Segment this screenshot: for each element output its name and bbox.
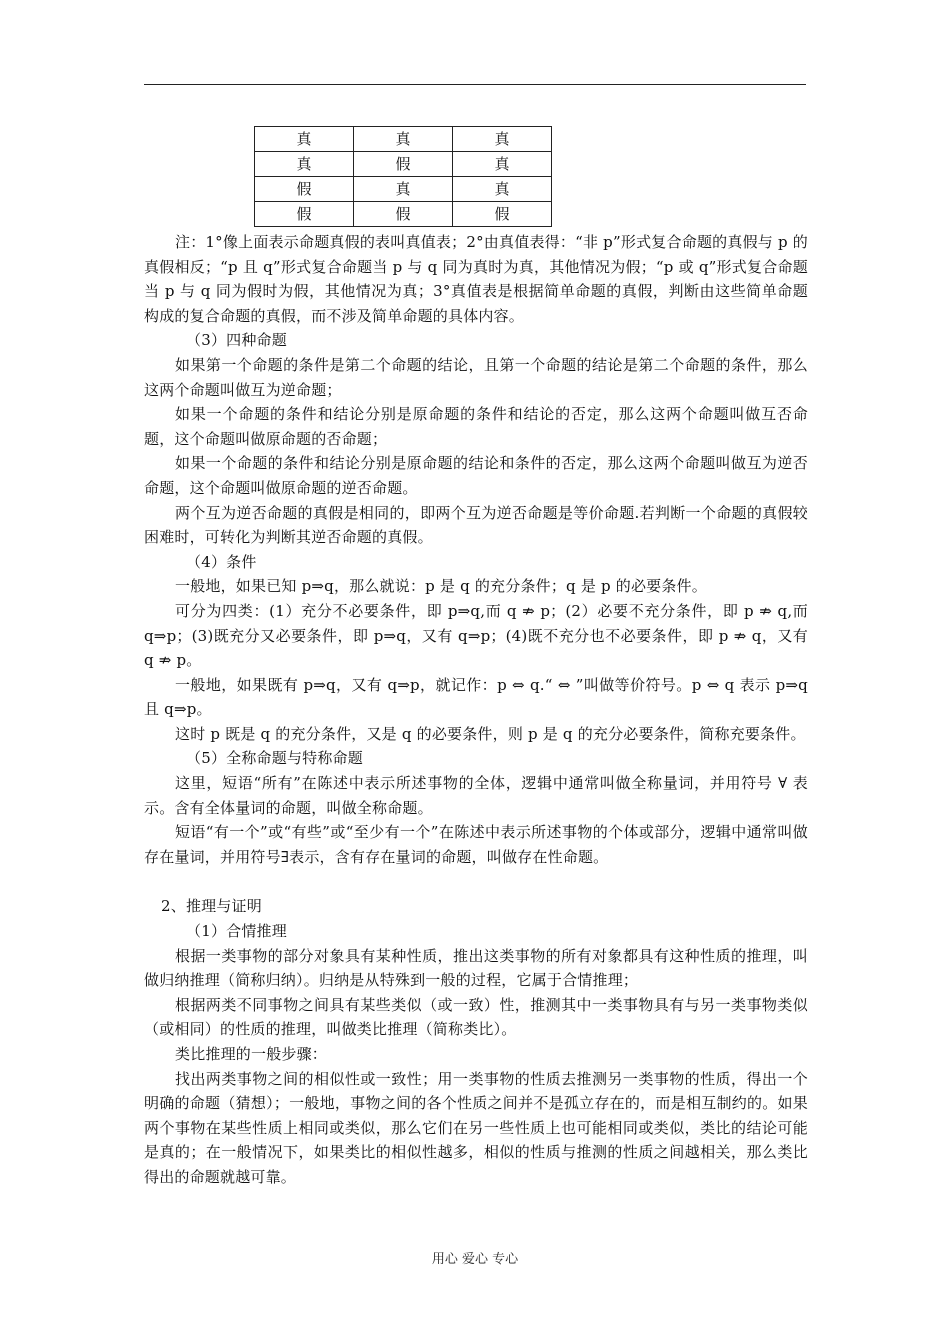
table-cell: 真	[453, 177, 552, 202]
paragraph-equivalence: 两个互为逆否命题的真假是相同的，即两个互为逆否命题是等价命题.若判断一个命题的真假较困难时，可转化为判断其逆否命题的真假。	[144, 503, 808, 547]
heading-conditions: （4）条件	[186, 552, 257, 571]
paragraph-iff: 这时 p 既是 q 的充分条件，又是 q 的必要条件，则 p 是 q 的充分必要条件，简称充要条件。	[175, 724, 806, 743]
paragraph-analogy-steps: 找出两类事物之间的相似性或一致性；用一类事物的性质去推测另一类事物的性质，得出一个明确的命题（猜想）；一般地，事物之间的各个性质之间并不是孤立存在的，而是相互制约的。如果两个事物在某些性质上相同或类似，那么它们在另一些性质上也可能相同或类似，类比的结论可能是真的；在一般情况下，如果类比的相似性越多，相似的性质与推测的性质之间越相关，那么类比得出的命题就越可靠。	[144, 1069, 808, 1186]
table-row	[255, 177, 552, 202]
table-cell: 真	[354, 127, 453, 152]
table-cell: 假	[255, 177, 354, 202]
table-cell: 真	[255, 152, 354, 177]
paragraph-four-types: 可分为四类：(1）充分不必要条件，即 p⇒q,而 q ⇏ p；(2）必要不充分条件，即 p ⇏ q,而 q⇒p；(3)既充分又必要条件，即 p⇒q，又有 q⇒p；(4)既不充分也不必要条件，即 p ⇏ q，又有 q ⇏ p。	[144, 601, 808, 670]
paragraph-equivalence-symbol: 一般地，如果既有 p⇒q，又有 q⇒p，就记作：p ⇔ q.“ ⇔ ”叫做等价符号。p ⇔ q 表示 p⇒q 且 q⇒p。	[144, 675, 808, 719]
paragraph-inverse: 如果一个命题的条件和结论分别是原命题的条件和结论的否定，那么这两个命题叫做互否命题，这个命题叫做原命题的否命题；	[144, 405, 808, 448]
paragraph-induction: 根据一类事物的部分对象具有某种性质，推出这类事物的所有对象都具有这种性质的推理，叫做归纳推理（简称归纳）。归纳是从特殊到一般的过程，它属于合情推理；	[144, 946, 808, 990]
truth-table	[254, 126, 552, 227]
paragraph-analogy: 根据两类不同事物之间具有某些类似（或一致）性，推测其中一类事物具有与另一类事物类似（或相同）的性质的推理，叫做类比推理（简称类比）。	[144, 995, 808, 1039]
document-body	[144, 230, 808, 1190]
heading-four-propositions: （3）四种命题	[186, 331, 287, 350]
paragraph-universal: 这里，短语“所有”在陈述中表示所述事物的全体，逻辑中通常叫做全称量词，并用符号 ∀ 表示。含有全体量词的命题，叫做全称命题。	[144, 774, 808, 817]
table-cell: 真	[354, 177, 453, 202]
section-gap	[144, 869, 808, 894]
table-cell: 真	[255, 127, 354, 152]
paragraph-existential: 短语“有一个”或“有些”或“至少有一个”在陈述中表示所述事物的个体或部分，逻辑中通常叫做存在量词，并用符号∃表示，含有存在量词的命题，叫做存在性命题。	[144, 823, 808, 866]
header-rule	[144, 84, 806, 85]
heading-plausible-reasoning: （1）合情推理	[186, 922, 287, 941]
table-cell: 假	[354, 152, 453, 177]
section-title-reasoning: 2、推理与证明	[161, 897, 262, 916]
table-row	[255, 152, 552, 177]
page-footer: 用心 爱心 专心	[431, 1252, 519, 1267]
table-cell: 真	[453, 152, 552, 177]
paragraph-sufficient-necessary: 一般地，如果已知 p⇒q，那么就说：p 是 q 的充分条件；q 是 p 的必要条件。	[175, 577, 707, 596]
table-row	[255, 202, 552, 227]
paragraph-analogy-steps-title: 类比推理的一般步骤：	[175, 1045, 328, 1063]
truth-table-note: 注：1°像上面表示命题真假的表叫真值表；2°由真值表得：“非 p”形式复合命题的真假与 p 的真假相反；“p 且 q”形式复合命题当 p 与 q 同为真时为真，其他情况为假；“p 或 q”形式复合命题当 p 与 q 同为假时为假，其他情况为真；3°真值表是根据简单命题的真假，判断由这些简单命题构成的复合命题的真假，而不涉及简单命题的具体内容。	[144, 233, 808, 325]
heading-quantifiers: （5）全称命题与特称命题	[186, 749, 363, 768]
table-cell: 假	[255, 202, 354, 227]
paragraph-contrapositive: 如果一个命题的条件和结论分别是原命题的结论和条件的否定，那么这两个命题叫做互为逆否命题，这个命题叫做原命题的逆否命题。	[144, 454, 808, 497]
table-row	[255, 127, 552, 152]
paragraph-converse: 如果第一个命题的条件是第二个命题的结论，且第一个命题的结论是第二个命题的条件，那么这两个命题叫做互为逆命题；	[144, 355, 808, 399]
table-cell: 真	[453, 127, 552, 152]
table-cell: 假	[354, 202, 453, 227]
table-cell: 假	[453, 202, 552, 227]
